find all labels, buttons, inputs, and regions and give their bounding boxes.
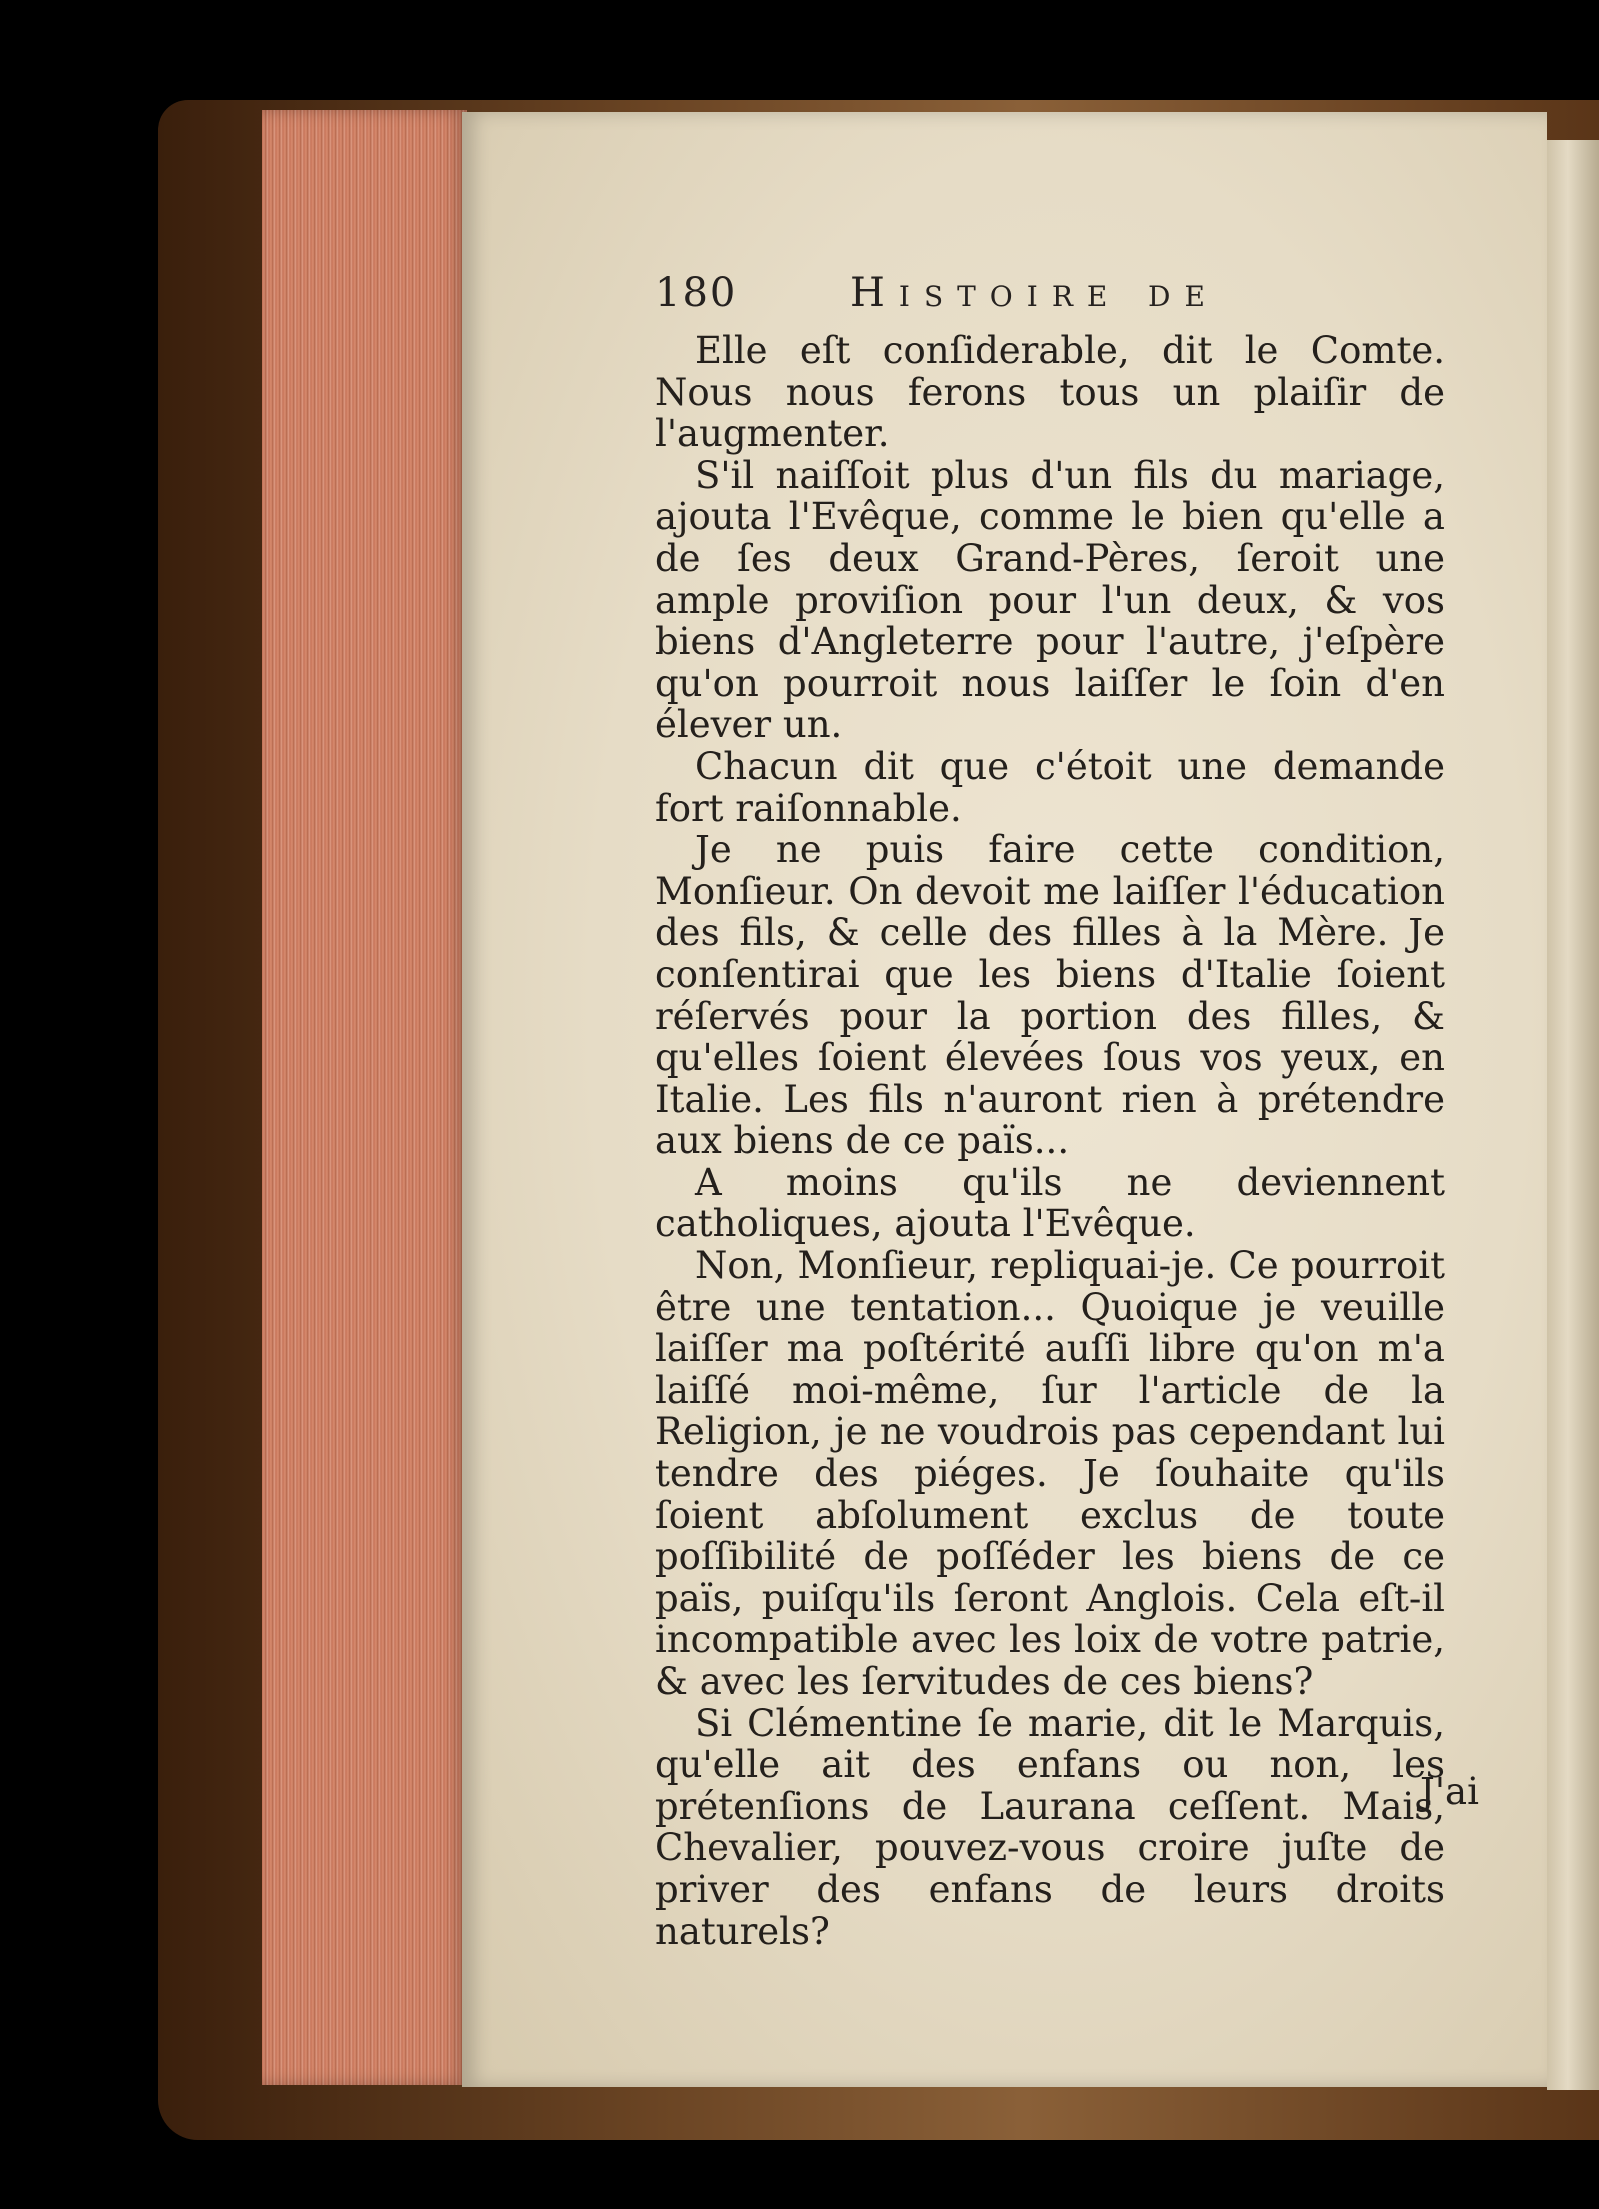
page-edges xyxy=(262,110,467,2085)
catchword: J'ai xyxy=(1420,1770,1479,1813)
paragraph: S'il naiſſoit plus d'un fils du mariage, ajouta l'Evêque, comme le bien qu'elle a de ſes deux Grand-Pères, ſeroit une ample proviſion pour l'un deux, & vos biens d'Angleterre pour l'autre, j'eſpère qu'on pourroit nous laiſſer le ſoin d'en élever un. xyxy=(655,453,1445,747)
paragraph: Si Clémentine ſe marie, dit le Marquis, qu'elle ait des enfans ou non, les prétenſions de Laurana ceſſent. Mais, Chevalier, pouvez-vous croire juſte de priver des enfans de leurs droits naturels? xyxy=(655,1701,1445,1953)
paragraph: Je ne puis faire cette condition, Monſieur. On devoit me laiſſer l'éducation des fils, & celle des filles à la Mère. Je conſentirai que les biens d'Italie ſoient réſervés pour la portion des filles, & qu'elles ſoient élevées ſous vos yeux, en Italie. Les fils n'auront rien à prétendre aux biens de ce païs... xyxy=(655,828,1445,1163)
paragraph: Non, Monſieur, repliquai-je. Ce pourroit être une tentation... Quoique je veuille laiſſer ma poſtérité auſſi libre qu'on m'a laiſſé moi-même, ſur l'article de la Religion, je ne voudrois pas cependant lui tendre des piéges. Je ſouhaite qu'ils ſoient abſolument exclus de toute poſſibilité de poſſéder les biens de ce païs, puiſqu'ils ſeront Anglois. Cela eſt-il incompatible avec les loix de votre patrie, & avec les ſervitudes de ces biens? xyxy=(655,1244,1445,1703)
running-head: Histoire de xyxy=(850,270,1219,316)
paragraph: A moins qu'ils ne deviennent catholiques, ajouta l'Evêque. xyxy=(655,1160,1445,1246)
paragraph: Elle eſt conſiderable, dit le Comte. Nous nous ferons tous un plaiſir de l'augmenter. xyxy=(655,329,1445,456)
paragraph: Chacun dit que c'étoit une demande fort raiſonnable. xyxy=(655,744,1445,830)
facing-page-edge xyxy=(1547,140,1599,2090)
page-header xyxy=(655,270,1455,320)
page-number: 180 xyxy=(655,270,738,316)
body-text xyxy=(655,330,1445,1952)
